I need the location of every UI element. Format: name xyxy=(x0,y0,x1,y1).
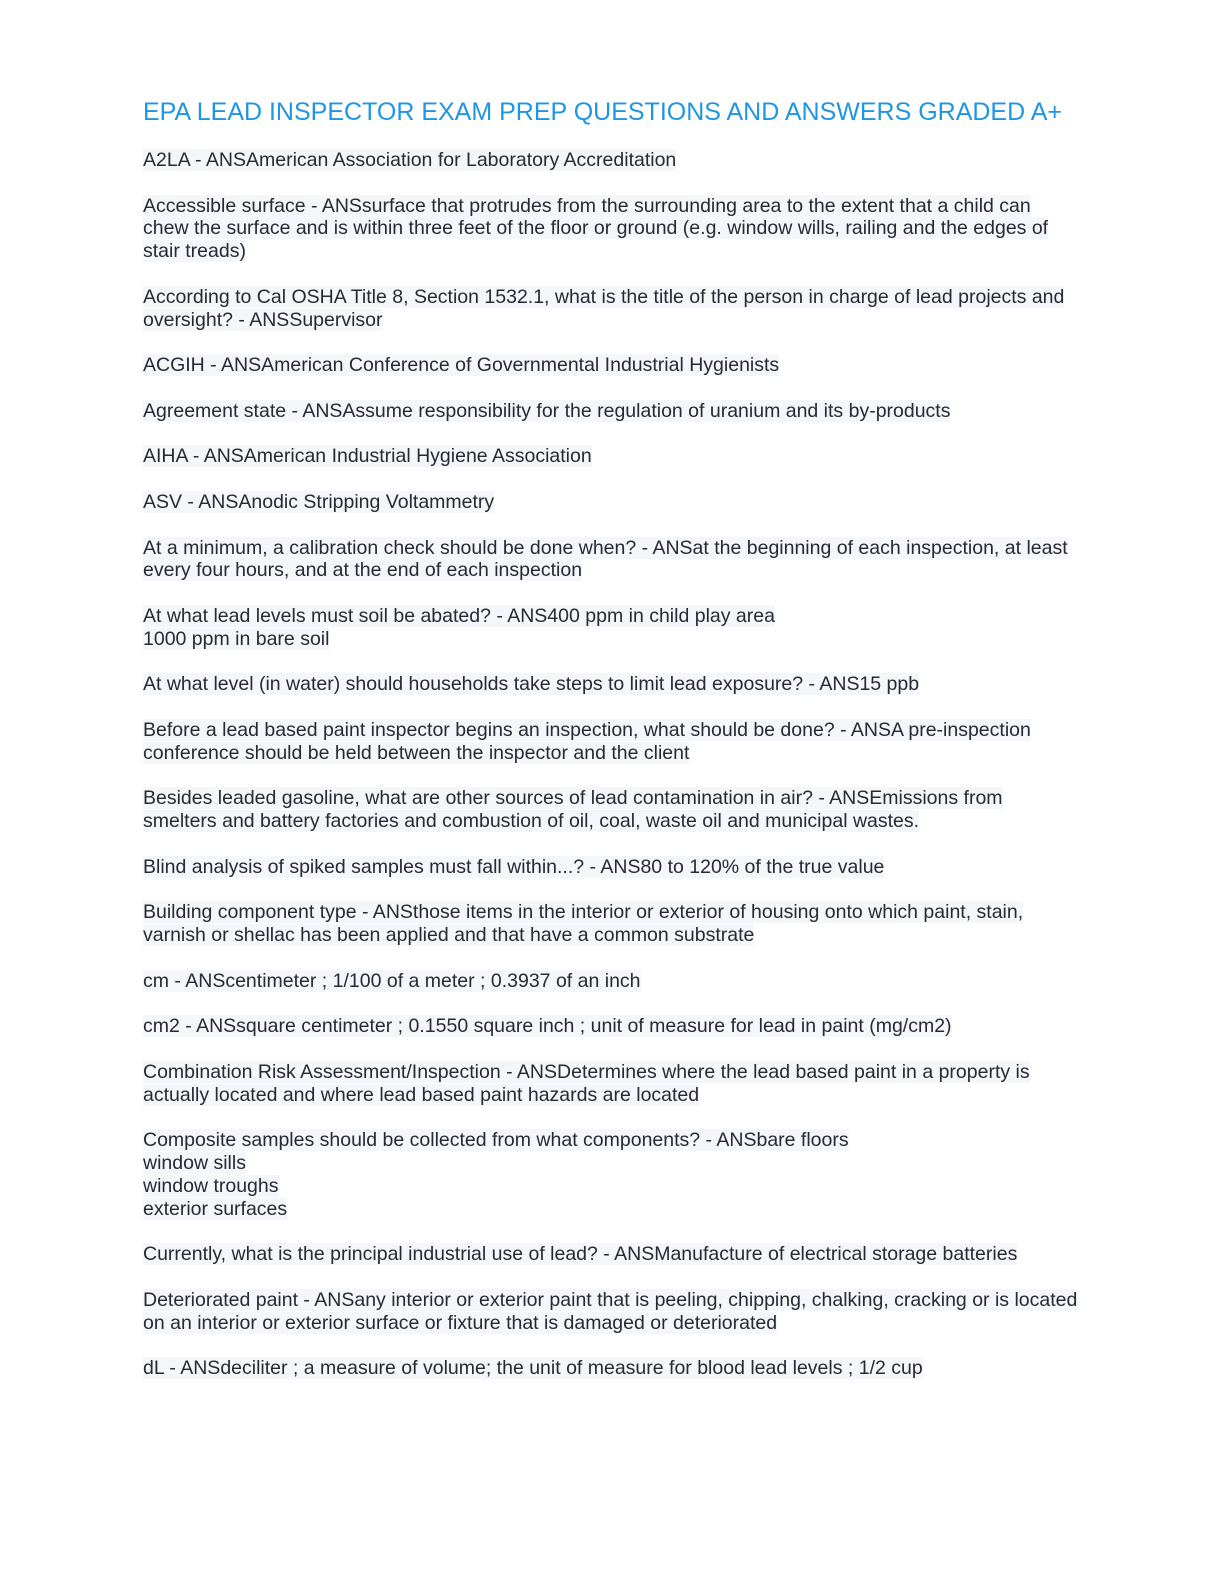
qa-entry xyxy=(143,491,1078,514)
qa-entry-text: Accessible surface - ANSsurface that protrudes from the surrounding area to the extent that a child can chew the surface and is within three feet of the floor or ground (e.g. window wills, railing and the edges of stair treads) xyxy=(143,194,1049,263)
qa-entry xyxy=(143,1129,1078,1220)
qa-entry xyxy=(143,1015,1078,1038)
qa-entry-text: Before a lead based paint inspector begins an inspection, what should be done? - ANSA pre-inspection conference should be held between the inspector and the client xyxy=(143,718,1031,764)
qa-entry-text: ACGIH - ANSAmerican Conference of Governmental Industrial Hygienists xyxy=(143,354,780,377)
qa-entry-text: Agreement state - ANSAssume responsibility for the regulation of uranium and its by-products xyxy=(143,399,951,422)
qa-entry-text: Building component type - ANSthose items in the interior or exterior of housing onto which paint, stain, varnish or shellac has been applied and that have a common substrate xyxy=(143,901,1024,947)
qa-entry-text: cm - ANScentimeter ; 1/100 of a meter ; 0.3937 of an inch xyxy=(143,969,641,992)
qa-entry xyxy=(143,1289,1078,1335)
qa-entry xyxy=(143,1061,1078,1107)
qa-list xyxy=(143,149,1078,1380)
qa-entry-text: At what lead levels must soil be abated? - ANS400 ppm in child play area 1000 ppm in bare soil xyxy=(143,604,775,650)
qa-entry-text: Deteriorated paint - ANSany interior or exterior paint that is peeling, chipping, chalking, cracking or is located on an interior or exterior surface or fixture that is damaged or deteriorated xyxy=(143,1288,1078,1334)
qa-entry xyxy=(143,970,1078,993)
qa-entry xyxy=(143,673,1078,696)
qa-entry-text: dL - ANSdeciliter ; a measure of volume; the unit of measure for blood lead levels ; 1/2 cup xyxy=(143,1357,923,1380)
qa-entry-text: Blind analysis of spiked samples must fall within...? - ANS80 to 120% of the true value xyxy=(143,855,885,878)
qa-entry-text: AIHA - ANSAmerican Industrial Hygiene Association xyxy=(143,445,592,468)
qa-entry-text: ASV - ANSAnodic Stripping Voltammetry xyxy=(143,490,495,513)
qa-entry xyxy=(143,149,1078,172)
qa-entry-text: Composite samples should be collected from what components? - ANSbare floors window sills window troughs exterior surfaces xyxy=(143,1129,849,1220)
qa-entry-text: At a minimum, a calibration check should be done when? - ANSat the beginning of each inspection, at least every four hours, and at the end of each inspection xyxy=(143,536,1068,582)
qa-entry xyxy=(143,787,1078,833)
qa-entry xyxy=(143,1357,1078,1380)
qa-entry xyxy=(143,901,1078,947)
qa-entry-text: Combination Risk Assessment/Inspection - ANSDetermines where the lead based paint in a property is actually located and where lead based paint hazards are located xyxy=(143,1060,1030,1106)
document-body xyxy=(143,97,1078,1403)
qa-entry-text: cm2 - ANSsquare centimeter ; 0.1550 square inch ; unit of measure for lead in paint (mg/cm2) xyxy=(143,1015,952,1038)
document-title: EPA LEAD INSPECTOR EXAM PREP QUESTIONS AND ANSWERS GRADED A+ xyxy=(143,98,1063,126)
qa-entry-text: Currently, what is the principal industrial use of lead? - ANSManufacture of electrical storage batteries xyxy=(143,1243,1018,1266)
qa-entry xyxy=(143,719,1078,765)
qa-entry xyxy=(143,1243,1078,1266)
qa-entry xyxy=(143,400,1078,423)
qa-entry-text: Besides leaded gasoline, what are other sources of lead contamination in air? - ANSEmissions from smelters and battery factories and combustion of oil, coal, waste oil and municipal wastes. xyxy=(143,787,1003,833)
qa-entry xyxy=(143,195,1078,263)
qa-entry xyxy=(143,286,1078,332)
qa-entry xyxy=(143,537,1078,583)
qa-entry xyxy=(143,354,1078,377)
qa-entry xyxy=(143,856,1078,879)
qa-entry-text: According to Cal OSHA Title 8, Section 1532.1, what is the title of the person in charge of lead projects and oversight? - ANSSupervisor xyxy=(143,285,1065,331)
qa-entry-text: A2LA - ANSAmerican Association for Laboratory Accreditation xyxy=(143,149,677,171)
qa-entry xyxy=(143,445,1078,468)
qa-entry xyxy=(143,605,1078,651)
qa-entry-text: At what level (in water) should households take steps to limit lead exposure? - ANS15 ppb xyxy=(143,673,920,696)
